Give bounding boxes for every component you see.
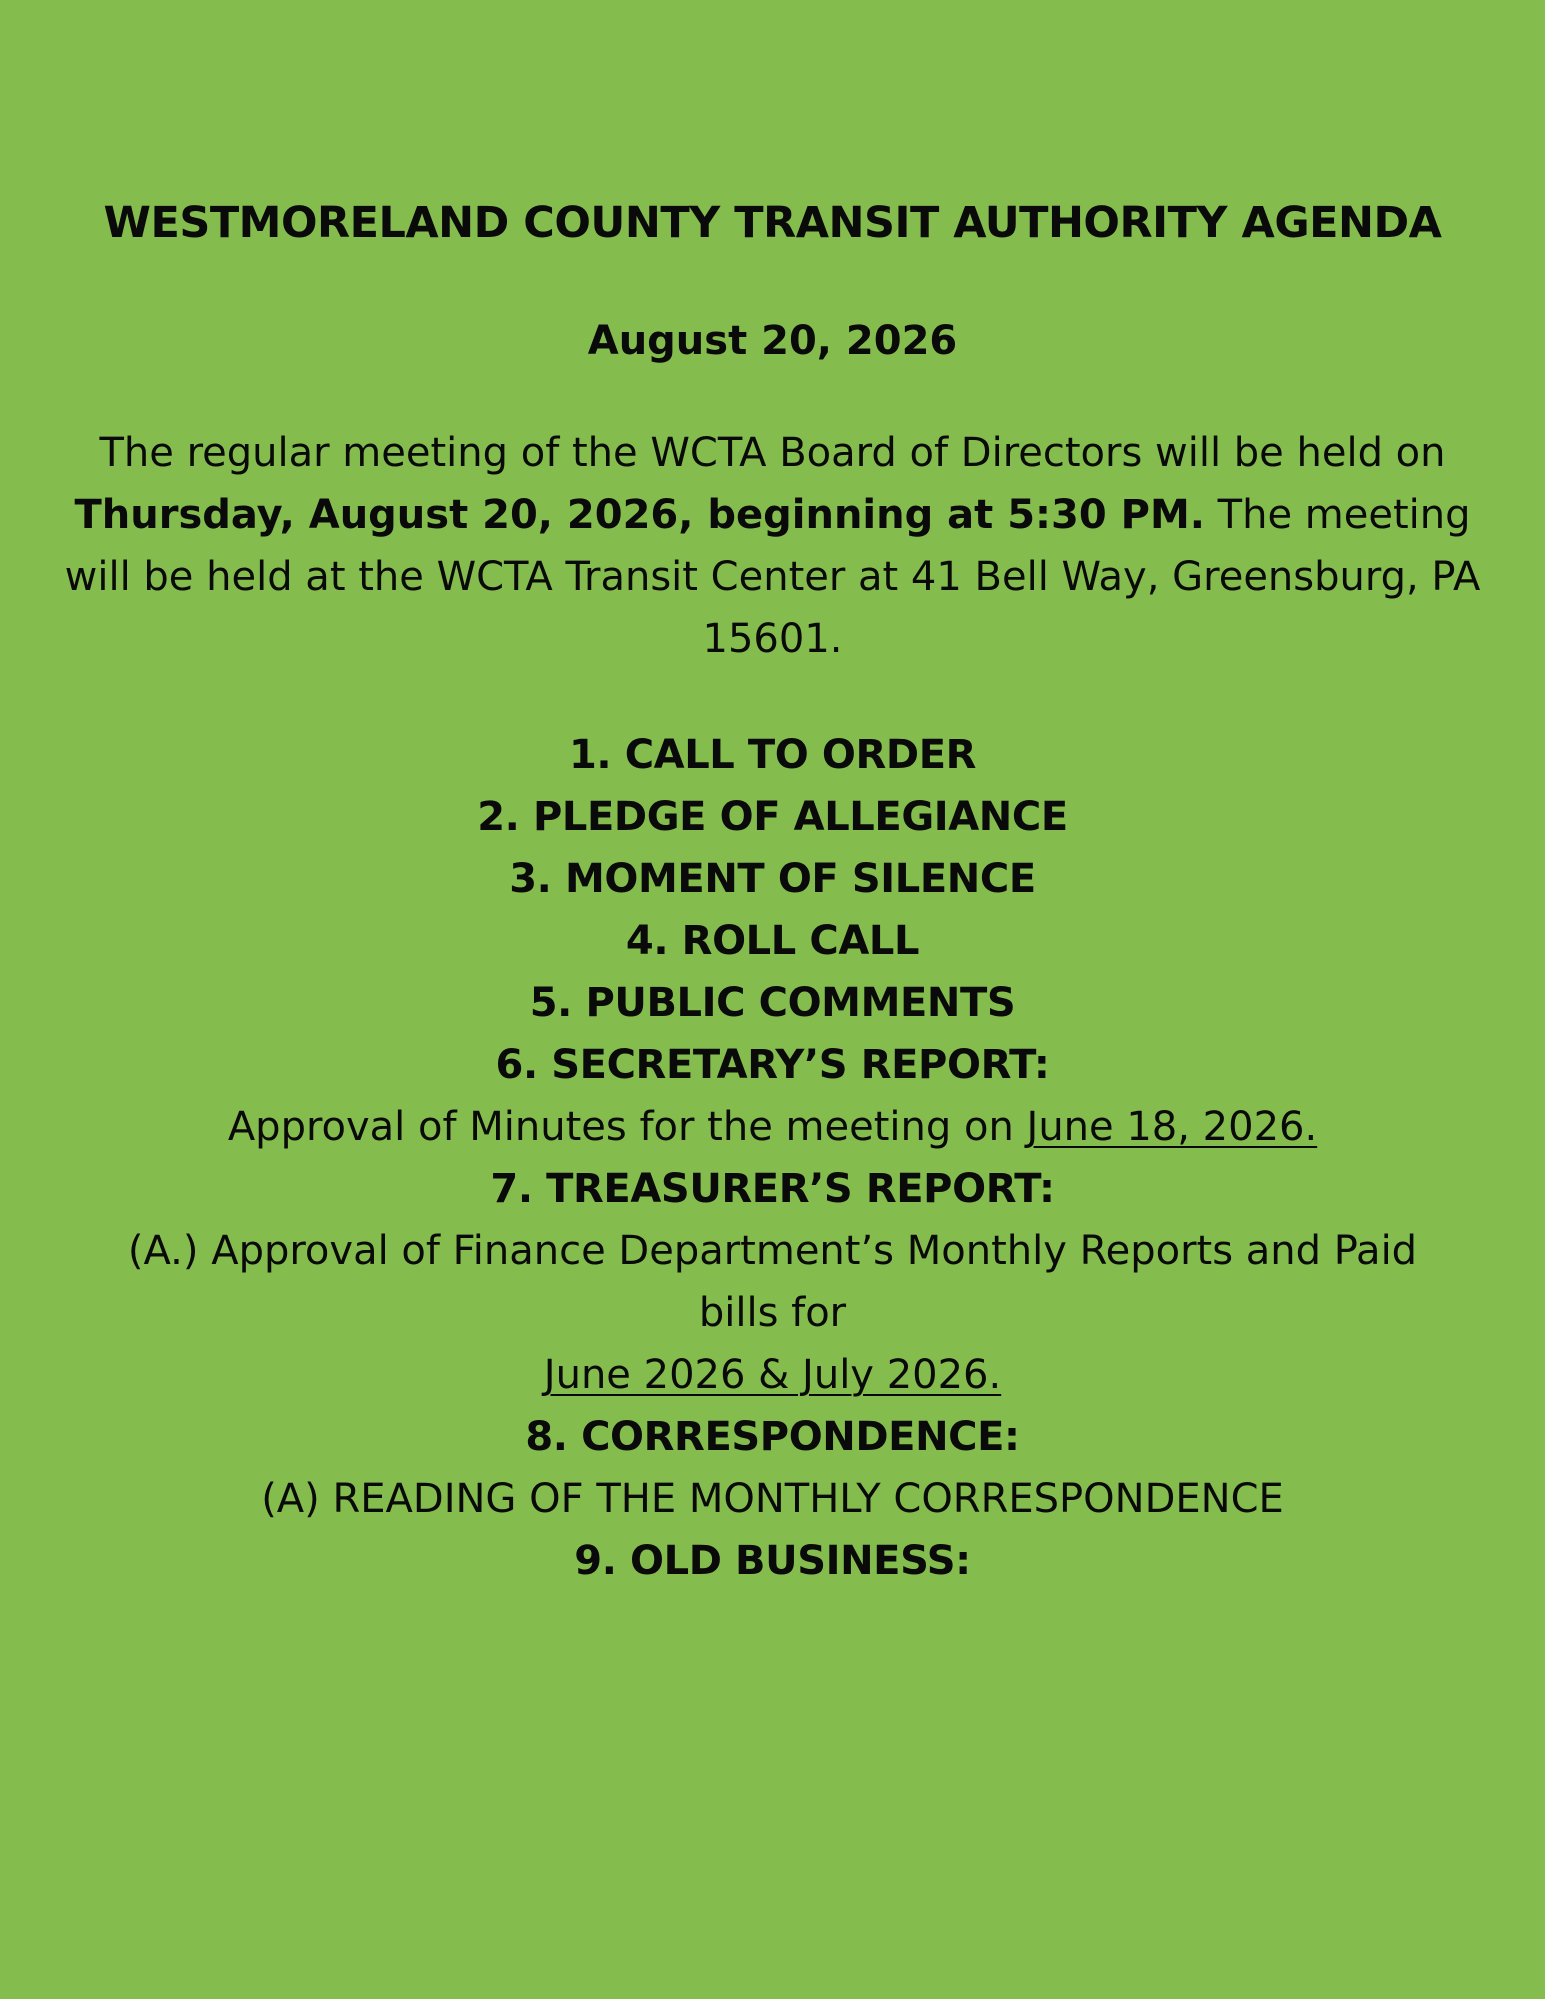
agenda-item-old-business: 9. OLD BUSINESS: [574, 1538, 971, 1584]
secretary-report-detail [48, 1096, 1497, 1158]
agenda-list [48, 724, 1497, 1592]
agenda-title: WESTMORELAND COUNTY TRANSIT AUTHORITY AGENDA [103, 198, 1442, 248]
treasurer-report-line2: bills for [698, 1290, 847, 1336]
announcement-text-start: The regular meeting of the WCTA Board of Directors will be held on [99, 430, 1446, 476]
agenda-item-treasurer-report: 7. TREASURER’S REPORT: [490, 1166, 1055, 1212]
announcement-datetime: Thursday, August 20, 2026, beginning at 5:30 PM. [74, 492, 1205, 538]
announcement-text-location: The meeting will be held at the WCTA Transit Center at 41 Bell Way, Greensburg, PA 15601. [64, 492, 1481, 662]
agenda-item-roll-call: 4. ROLL CALL [625, 918, 920, 964]
secretary-report-text: Approval of Minutes for the meeting on [227, 1104, 1027, 1150]
agenda-item-pledge: 2. PLEDGE OF ALLEGIANCE [477, 794, 1068, 840]
agenda-item-secretary-report: 6. SECRETARY’S REPORT: [495, 1042, 1050, 1088]
agenda-item-correspondence: 8. CORRESPONDENCE: [525, 1414, 1020, 1460]
treasurer-report-line1: (A.) Approval of Finance Department’s Monthly Reports and Paid [127, 1228, 1418, 1274]
agenda-item-moment-of-silence: 3. MOMENT OF SILENCE [509, 856, 1036, 902]
billing-period: June 2026 & July 2026. [543, 1352, 1002, 1398]
agenda-item-call-to-order: 1. CALL TO ORDER [568, 732, 977, 778]
correspondence-detail: (A) READING OF THE MONTHLY CORRESPONDENCE [261, 1476, 1284, 1522]
treasurer-report-period [48, 1344, 1497, 1406]
agenda-date: August 20, 2026 [587, 318, 958, 364]
meeting-announcement [48, 422, 1497, 670]
minutes-date: June 18, 2026. [1026, 1104, 1318, 1150]
agenda-item-public-comments: 5. PUBLIC COMMENTS [529, 980, 1016, 1026]
